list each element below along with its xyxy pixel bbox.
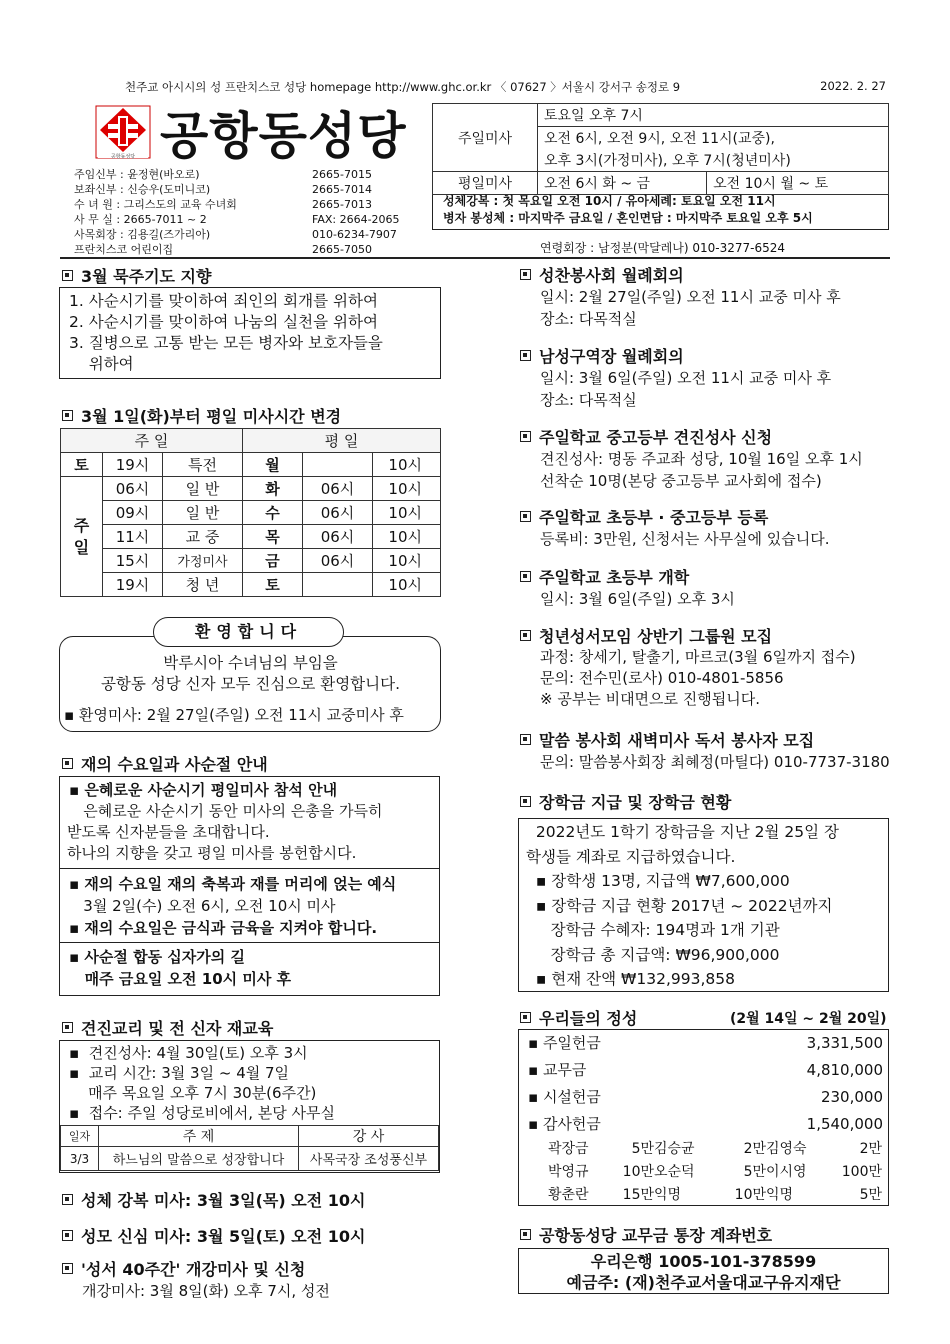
section-body: 등록비: 3만원, 신청서는 사무실에 있습니다. [540,530,830,548]
staff-phone: FAX: 2664-2065 [312,213,400,226]
time-cell: 06시 [103,477,163,501]
table-row [61,573,441,597]
table-row [61,549,441,573]
section-body: 일시: 3월 6일(주일) 오전 11시 교중 미사 후 장소: 다목적실 [540,369,832,409]
table-row [61,477,441,501]
type-cell: 일 반 [163,501,243,525]
time-cell: 09시 [103,501,163,525]
time-cell: 10시 [373,573,441,597]
staff-role: 수 녀 원 : 그리스도의 교육 수녀회 [74,198,237,211]
table-cell: 사목국장 조성풍신부 [299,1147,439,1171]
lent-info-3: ▪ 사순절 합동 십자가의 길 매주 금요일 오전 10시 미사 후 [69,948,292,988]
time-cell: 19시 [103,453,163,477]
offering-row [528,1113,883,1140]
square-bullet-icon [520,431,531,442]
offering-label: ▪ 시설헌금 [528,1088,601,1106]
offering-amount: 230,000 [820,1088,883,1106]
time-cell: 10시 [373,525,441,549]
lent-info-1: ▪ 은혜로운 사순시기 평일미사 참석 안내 은혜로운 사순시기 동안 미사의 은총을 가득히 받도록 신자분들을 초대합니다. 하나의 지향을 갖고 평일 미사를 봉헌합시다. [67,781,383,862]
donor-amount: 15만 [622,1187,654,1203]
type-cell: 교 중 [163,525,243,549]
time-cell: 06시 [303,549,373,573]
square-bullet-icon [62,410,73,421]
staff-role: 사 무 실 : 2665-7011 ~ 2 [74,213,207,226]
type-cell: 가정미사 [163,549,243,573]
day-cell: 목 [243,525,303,549]
donor-amount: 5만 [631,1141,654,1157]
square-bullet-icon [62,1022,73,1033]
time-cell [303,573,373,597]
donor-row [548,1184,882,1207]
section-heading: 재의 수요일과 사순절 안내 [62,752,268,775]
staff-role: 주임신부 : 윤정현(바오로) [74,168,200,181]
section-heading: 주일학교 중고등부 견진성사 신청 [520,425,772,448]
staff-row [74,227,400,242]
section-heading: 공항동성당 교무금 통장 계좌번호 [520,1223,772,1246]
offering-label: ▪ 주일헌금 [528,1034,601,1052]
staff-phone: 2665-7013 [312,198,372,211]
prayer-intentions-box [59,287,441,379]
prayer-intention: 위하여 [69,355,134,373]
time-cell: 06시 [303,501,373,525]
divider [59,868,440,869]
table-cell: 3/3 [61,1147,99,1171]
weekday-mass-b: 오전 10시 월 ~ 토 [707,172,889,195]
sunday-mass-row: 오전 6시, 오전 9시, 오전 11시(교중), [538,127,889,150]
church-logo-icon [92,104,154,160]
offering-amount: 3,331,500 [806,1034,883,1052]
square-bullet-icon [62,758,73,769]
table-header: 평 일 [243,429,441,453]
day-cell: 월 [243,453,303,477]
square-bullet-icon [520,1012,531,1023]
day-cell: 수 [243,501,303,525]
welcome-text [60,653,441,695]
square-bullet-icon [62,1194,73,1205]
staff-phone: 2665-7015 [312,168,372,181]
weekday-mass-label: 평일미사 [433,172,538,195]
offering-row [528,1059,883,1086]
square-bullet-icon [520,350,531,361]
type-cell: 일 반 [163,477,243,501]
confirmation-info: ▪ 견진성사: 4월 30일(토) 오후 3시 ▪ 교리 시간: 3월 3일 ~ 4월 7일 매주 목요일 오후 7시 30분(6주간) ▪ 접수: 주일 성당로비에서, 본당 사무실 [69,1044,335,1122]
table-header: 일자 [61,1126,99,1147]
staff-phone: 2665-7014 [312,183,372,196]
staff-phone: 2665-7050 [312,243,372,256]
staff-row [74,212,400,227]
time-cell: 10시 [373,501,441,525]
staff-row [74,182,400,197]
lent-info-2: ▪ 재의 수요일 재의 축복과 재를 머리에 얹는 예식 3월 2일(수) 오전 6시, 오전 10시 미사 ▪ 재의 수요일은 금식과 금육을 지켜야 합니다. [69,875,397,937]
donor-amount: 100만 [841,1164,882,1180]
donor-amount: 2만 [859,1141,882,1157]
sacraments-info [443,193,813,227]
table-cell: 하느님의 말씀으로 성장합니다 [99,1147,299,1171]
section-body: 과정: 창세기, 탈출기, 마르코(3월 6일까지 접수) 문의: 전수민(로사) 010-4801-5856 ※ 공부는 비대면으로 진행됩니다. [540,648,856,708]
section-heading: 3월 묵주기도 지향 [62,264,211,287]
day-cell: 토 [61,453,103,477]
square-bullet-icon [62,1230,73,1241]
time-cell: 15시 [103,549,163,573]
prayer-intention: 2. 사순시기를 맞이하여 나눔의 실천을 위하여 [69,313,378,331]
offering-amount: 1,540,000 [806,1115,883,1133]
confirmation-table [60,1125,439,1171]
staff-role: 보좌신부 : 신승우(도미니코) [74,183,211,196]
weekday-mass-a: 오전 6시 화 ~ 금 [538,172,707,195]
section-heading: 3월 1일(화)부터 평일 미사시간 변경 [62,404,341,427]
time-cell: 06시 [303,477,373,501]
offering-period: (2월 14일 ~ 2월 20일) [730,1011,887,1027]
prayer-intention: 3. 질병으로 고통 받는 모든 병자와 보호자들을 [69,334,383,352]
donor-list [548,1138,882,1207]
welcome-title: 환영합니다 [153,617,344,647]
mass-schedule-table [60,428,441,597]
sunday-mass-row: 오후 3시(가정미사), 오후 7시(청년미사) [538,149,889,172]
section-body: 일시: 2월 27일(주일) 오전 11시 교중 미사 후 장소: 다목적실 [540,288,841,328]
time-cell: 10시 [373,549,441,573]
section-heading: 견진교리 및 전 신자 재교육 [62,1016,273,1039]
welcome-mass: ▪ 환영미사: 2월 27일(주일) 오전 11시 교중미사 후 [64,706,404,724]
section-body: 견진성사: 명동 주교좌 성당, 10월 16일 오후 1시 선착순 10명(본당 중고등부 교사회에 접수) [540,450,863,490]
staff-phone: 010-6234-7907 [312,228,397,241]
square-bullet-icon [520,511,531,522]
section-heading: 성찬봉사회 월례회의 [520,263,684,286]
staff-row [74,167,400,182]
square-bullet-icon [520,796,531,807]
offering-list [528,1032,883,1140]
square-bullet-icon [520,269,531,280]
offering-amount: 4,810,000 [806,1061,883,1079]
table-row [61,501,441,525]
svg-text:공항동성당: 공항동성당 [110,154,136,160]
staff-list [74,167,400,257]
church-title: 공항동성당 [160,107,407,165]
section-heading: '성서 40주간' 개강미사 및 신청 [62,1257,305,1280]
day-cell: 화 [243,477,303,501]
square-bullet-icon [520,630,531,641]
section-heading: 주일학교 초등부 개학 [520,565,689,588]
time-cell: 11시 [103,525,163,549]
type-cell: 청 년 [163,573,243,597]
bank-account-number: 우리은행 1005-101-378599 [590,1252,817,1271]
time-cell: 10시 [373,453,441,477]
table-header: 강 사 [299,1126,439,1147]
table-header: 주 제 [99,1126,299,1147]
funeral-president: 연령회장 : 남정분(막달레나) 010-3277-6524 [540,241,786,255]
donor-name: 김영숙 [766,1141,807,1157]
section-heading: 말씀 봉사회 새벽미사 독서 봉사자 모집 [520,728,814,751]
time-cell [303,453,373,477]
donor-amount: 10만 [734,1187,766,1203]
donor-name: 오순덕 [654,1164,695,1180]
donor-name: 박영규 [548,1164,589,1180]
square-bullet-icon [520,1229,531,1240]
donor-name: 익명 [654,1187,682,1203]
section-heading: 성체 강복 미사: 3월 3일(목) 오전 10시 [62,1188,365,1211]
sunday-mass-label: 주일미사 [433,104,538,172]
prayer-intention: 1. 사순시기를 맞이하여 죄인의 회개를 위하여 [69,292,378,310]
bank-account-holder: 예금주: (재)천주교서울대교구유지재단 [566,1273,841,1292]
section-body: 일시: 3월 6일(주일) 오후 3시 [540,590,735,608]
staff-role: 사목회장 : 김용길(즈가리아) [74,228,211,241]
donor-name: 이시영 [766,1164,807,1180]
section-heading: 주일학교 초등부 · 중고등부 등록 [520,505,768,528]
section-body: 문의: 말씀봉사회장 최혜정(마틸다) 010-7737-3180 [540,753,890,771]
type-cell: 특전 [163,453,243,477]
sunday-mass-row: 토요일 오후 7시 [538,104,889,127]
donor-amount: 5만 [859,1187,882,1203]
sacraments-line: 성체강복 : 첫 목요일 오전 10시 / 유아세례: 토요일 오전 11시 [443,194,776,208]
sunday-label: 주 일 [61,477,103,597]
time-cell: 06시 [303,525,373,549]
bible-study-info: 개강미사: 3월 8일(화) 오후 7시, 성전 [82,1282,330,1300]
donor-amount: 2만 [743,1141,766,1157]
day-cell: 토 [243,573,303,597]
square-bullet-icon [62,270,73,281]
donor-amount: 10만 [622,1164,654,1180]
staff-row [74,242,400,257]
donor-name: 황춘란 [548,1187,589,1203]
divider [59,942,440,943]
donor-name: 김승균 [654,1141,695,1157]
bank-account-box [518,1248,889,1294]
header-divider [60,257,890,259]
sacraments-line: 병자 봉성체 : 마지막주 금요일 / 혼인면담 : 마지막주 토요일 오후 5시 [443,211,813,225]
offering-row [528,1032,883,1059]
donor-name: 곽장금 [548,1141,589,1157]
section-heading: 장학금 지급 및 장학금 현황 [520,790,731,813]
offering-row [528,1086,883,1113]
time-cell: 19시 [103,573,163,597]
section-heading: 성모 신심 미사: 3월 5일(토) 오전 10시 [62,1224,365,1247]
donor-amount: 5만 [743,1164,766,1180]
scholarship-info: 2022년도 1학기 장학금을 지난 2월 25일 장 학생들 계좌로 지급하였습니다. ▪ 장학생 13명, 지급액 ₩7,600,000 ▪ 장학금 지급 현황 2017년 ~ 2022년까지 장학금 수혜자: 194명과 1개 기관 장학금 총 지급액: ₩96,900,000 ▪ 현재 잔액 ₩132,993,858 [526,823,839,988]
section-heading: 남성구역장 월례회의 [520,344,684,367]
donor-row [548,1138,882,1161]
day-cell: 금 [243,549,303,573]
issue-date: 2022. 2. 27 [820,79,886,93]
offering-label: ▪ 교무금 [528,1061,587,1079]
time-cell: 10시 [373,477,441,501]
section-heading: 청년성서모임 상반기 그룹원 모집 [520,624,772,647]
table-row [61,525,441,549]
mass-times-table [432,103,889,195]
square-bullet-icon [62,1263,73,1274]
welcome-line: 박루시아 수녀님의 부임을 [163,654,338,672]
square-bullet-icon [520,571,531,582]
table-header: 주 일 [61,429,243,453]
staff-row [74,197,400,212]
staff-role: 프란치스코 어린이집 [74,243,174,256]
donor-row [548,1161,882,1184]
square-bullet-icon [520,734,531,745]
welcome-line: 공항동 성당 신자 모두 진심으로 환영합니다. [100,675,401,693]
donor-name: 익명 [766,1187,794,1203]
header-topline: 천주교 아시시의 성 프란치스코 성당 homepage http://www.ghc.or.kr 〈 07627 〉서울시 강서구 송정로 9 [125,80,681,94]
section-heading: 우리들의 정성 [520,1006,637,1029]
offering-label: ▪ 감사헌금 [528,1115,601,1133]
